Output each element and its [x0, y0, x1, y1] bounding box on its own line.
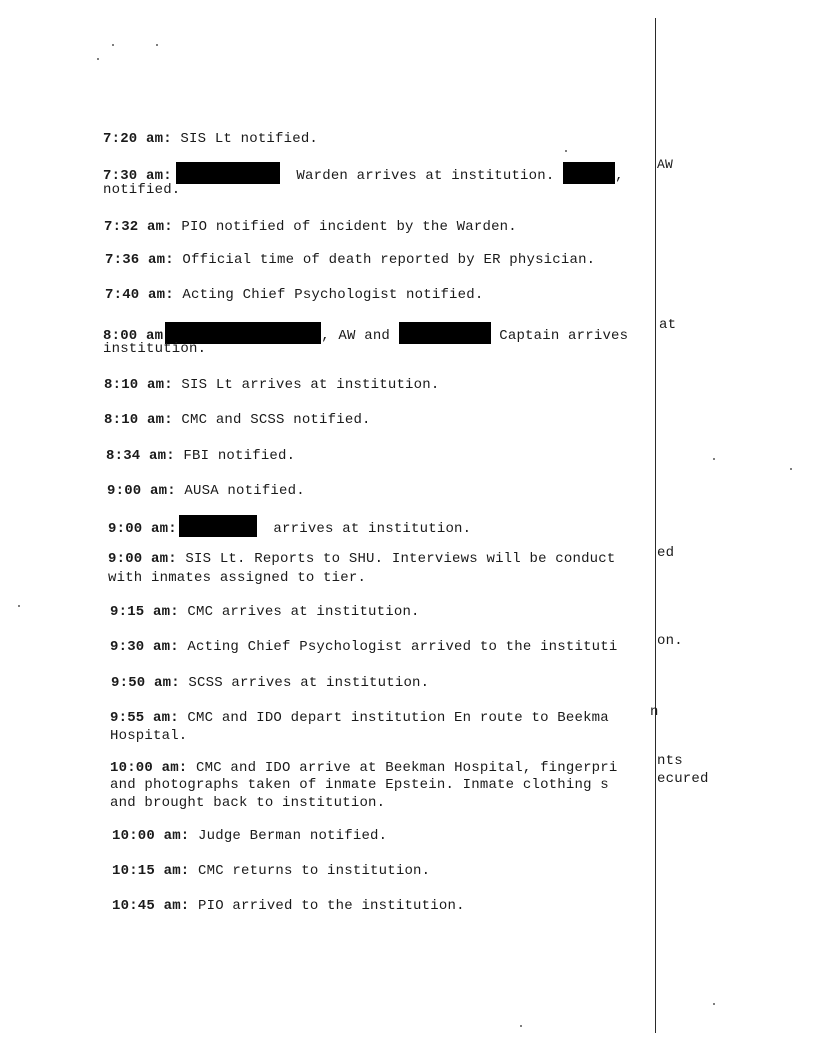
redaction-box [176, 162, 280, 184]
log-entry-overflow [657, 752, 683, 770]
entry-time: 9:30 am: [110, 639, 179, 655]
log-entry-overflow [657, 632, 683, 650]
scan-speck [565, 150, 567, 152]
log-entry [110, 759, 618, 777]
scan-speck [713, 1003, 715, 1005]
log-entry [104, 411, 371, 429]
entry-text: CMC and IDO depart institution En route to Beekma [178, 710, 609, 726]
entry-text: Acting Chief Psychologist notified. [173, 287, 484, 303]
entry-text: institution. [103, 341, 207, 357]
entry-time: 7:30 am: [103, 168, 172, 184]
entry-text: CMC arrives at institution. [178, 604, 420, 620]
entry-time: 9:55 am: [110, 710, 179, 726]
entry-time: 8:10 am: [104, 377, 173, 393]
entry-time: 10:45 am: [112, 898, 190, 914]
log-entry-overflow [650, 703, 659, 721]
entry-text: n [650, 704, 659, 720]
log-entry-continuation [103, 340, 206, 358]
entry-text: , [615, 168, 633, 184]
entry-text: nts [657, 753, 683, 769]
log-entry-overflow [657, 156, 673, 174]
log-entry [103, 130, 318, 148]
scan-speck [520, 1025, 522, 1027]
entry-time: 8:00 am [103, 328, 164, 344]
entry-text: Warden arrives at institution. [287, 168, 564, 184]
log-entry [105, 251, 595, 269]
scan-speck [713, 458, 715, 460]
entry-time: 7:36 am: [105, 252, 174, 268]
log-entry [110, 709, 609, 727]
entry-text: CMC returns to institution. [189, 863, 431, 879]
entry-text: notified. [103, 182, 181, 198]
entry-text: on. [657, 633, 683, 649]
entry-text: SIS Lt. Reports to SHU. Interviews will be conduct [176, 551, 616, 567]
log-entry-overflow [659, 316, 676, 334]
entry-time: 7:32 am: [104, 219, 173, 235]
entry-time: 9:00 am: [108, 521, 177, 537]
entry-time: 8:34 am: [106, 448, 175, 464]
entry-text: SIS Lt arrives at institution. [172, 377, 440, 393]
entry-text: AW [657, 157, 674, 172]
log-entry [112, 827, 387, 845]
log-entry-continuation [110, 794, 385, 812]
redaction-box [179, 515, 257, 537]
entry-text: SIS Lt notified. [171, 131, 319, 147]
entry-text: PIO notified of incident by the Warden. [172, 219, 517, 235]
entry-time: 9:00 am: [107, 483, 176, 499]
entry-text: and photographs taken of inmate Epstein. Inmate clothing s [110, 777, 609, 793]
log-entry-continuation [108, 569, 366, 587]
entry-time: 10:15 am: [112, 863, 190, 879]
scan-speck [18, 605, 20, 607]
entry-text: arrives at institution. [264, 521, 472, 537]
entry-time: 9:50 am: [111, 675, 180, 691]
entry-text: Official time of death reported by ER physician. [173, 252, 596, 268]
entry-text: and brought back to institution. [110, 795, 386, 811]
entry-text: Judge Berman notified. [189, 828, 388, 844]
log-entry [112, 862, 430, 880]
entry-text: with inmates assigned to tier. [108, 570, 367, 586]
log-entry [112, 897, 465, 915]
scan-speck [97, 58, 99, 60]
redaction-box [563, 162, 615, 184]
log-entry-continuation [103, 181, 180, 199]
entry-text: CMC and IDO arrive at Beekman Hospital, fingerpri [187, 760, 618, 776]
log-entry-overflow [657, 770, 709, 788]
entry-time: 10:00 am: [110, 760, 188, 776]
scan-speck [790, 468, 792, 470]
log-entry-overflow [657, 544, 674, 562]
log-entry [110, 603, 420, 621]
entry-time: 7:40 am: [105, 287, 174, 303]
scan-speck [156, 44, 158, 46]
entry-time: 8:10 am: [104, 412, 173, 428]
entry-time: 9:15 am: [110, 604, 179, 620]
entry-text: SCSS arrives at institution. [179, 675, 430, 691]
log-entry [108, 515, 471, 538]
entry-time: 7:20 am: [103, 131, 172, 147]
log-entry [104, 376, 439, 394]
margin-line [655, 18, 656, 1033]
log-entry-continuation [110, 727, 187, 745]
entry-text: PIO arrived to the institution. [189, 898, 465, 914]
entry-text: at [659, 317, 677, 333]
scan-speck [112, 44, 114, 46]
redaction-box [399, 322, 491, 344]
entry-text: Acting Chief Psychologist arrived to the instituti [178, 639, 618, 655]
entry-text: ed [657, 545, 675, 561]
log-entry [105, 286, 483, 304]
log-entry-continuation [110, 776, 609, 794]
log-entry [108, 550, 615, 568]
entry-text: ecured [657, 771, 709, 787]
entry-text: FBI notified. [174, 448, 296, 464]
entry-time: 10:00 am: [112, 828, 190, 844]
log-entry [110, 638, 617, 656]
entry-text: Hospital. [110, 728, 188, 744]
entry-time: 9:00 am: [108, 551, 177, 567]
entry-text: CMC and SCSS notified. [172, 412, 371, 428]
entry-text: , AW and [321, 328, 399, 344]
log-entry [103, 162, 632, 185]
entry-text: Captain arrives [490, 328, 637, 344]
log-entry [104, 218, 517, 236]
log-entry [107, 482, 305, 500]
log-entry [111, 674, 429, 692]
log-entry [106, 447, 295, 465]
entry-text: AUSA notified. [175, 483, 305, 499]
